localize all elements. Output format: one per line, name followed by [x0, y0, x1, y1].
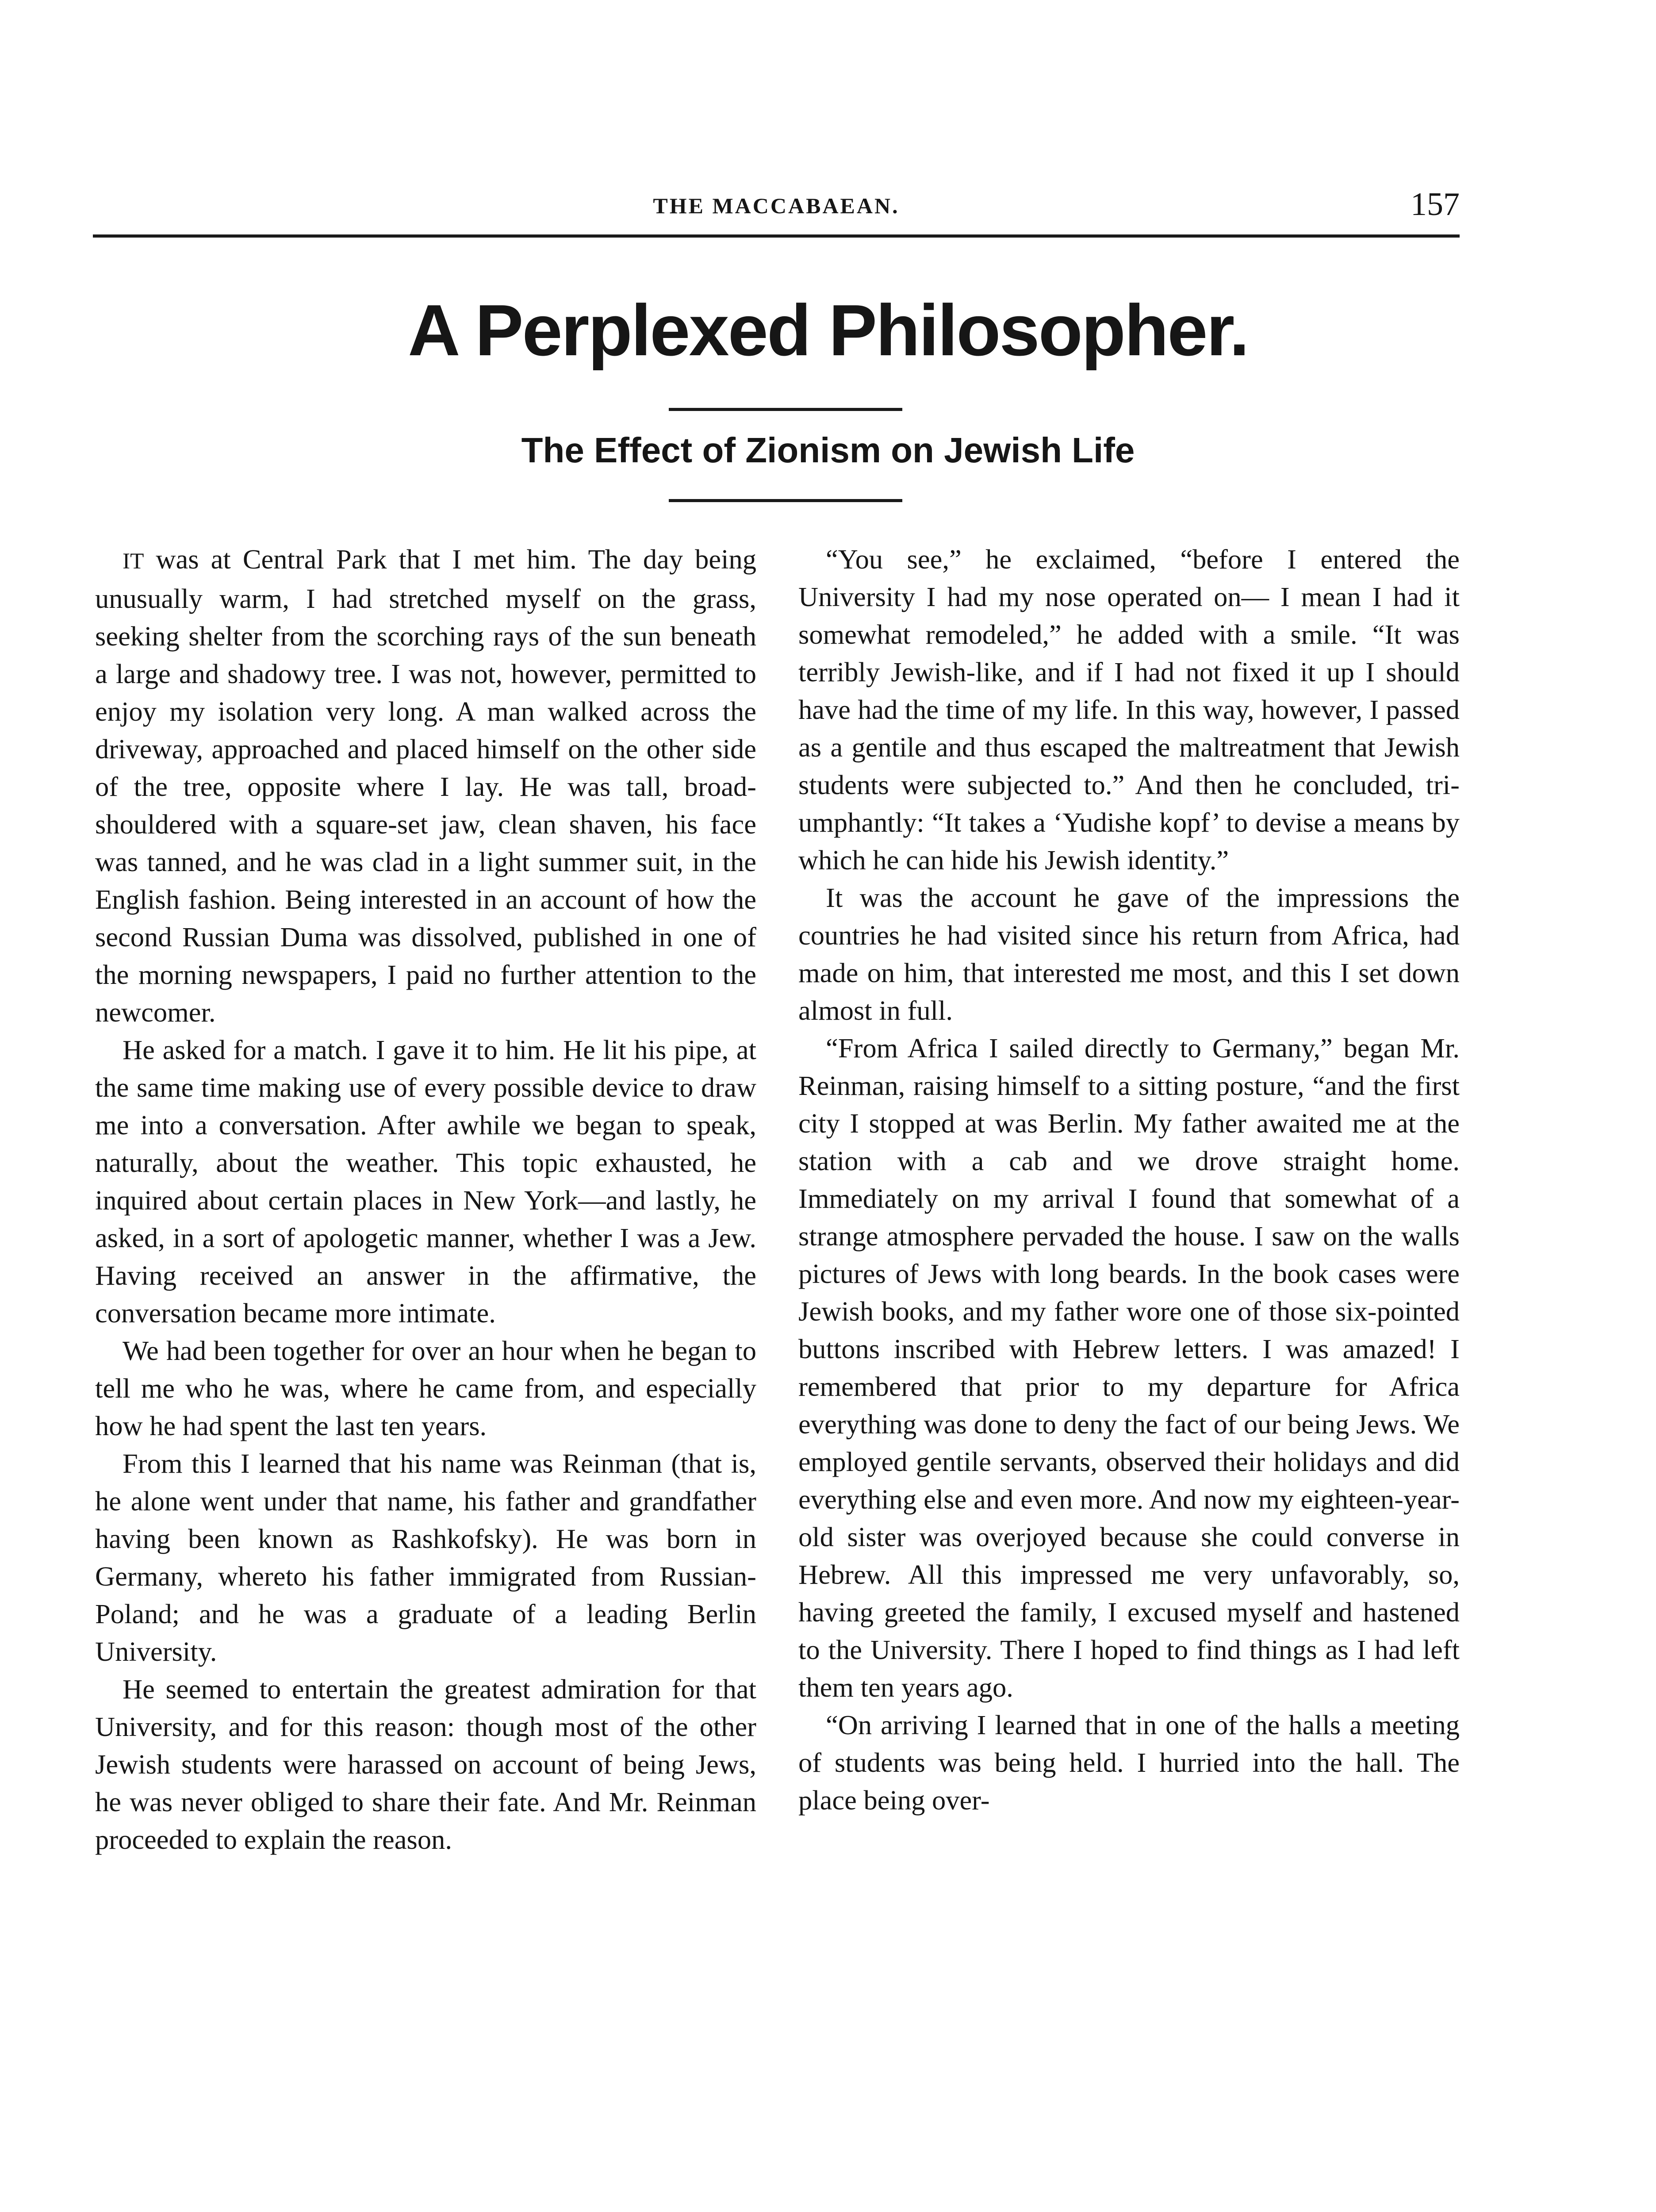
running-head: THE MACCABAEAN.: [653, 193, 900, 218]
paragraph-text: was at Central Park that I met him. The day being unusually warm, I had stretched myself on the grass, seeking shelter from the scorching rays of the sun beneath a large and shadowy tree. I was not, however, permitted to enjoy my isolation very long. A man walked across the driveway, approached and placed himself on the other side of the tree, opposite where I lay. He was tall, broad-shouldered with a square-set jaw, clean shaven, his face was tanned, and he was clad in a light summer suit, in the English fashion. Being interested in an account of how the second Russian Duma was dissolved, published in one of the morning newspapers, I paid no further attention to the newcomer.: [95, 544, 756, 1028]
paragraph: From this I learned that his name was Reinman (that is, he alone went under that name, his father and grandfather having been known as Rashkofsky). He was born in Germany, whereto his father immigrated from Russian-Poland; and he was a graduate of a leading Berlin University.: [95, 1448, 756, 1667]
paragraph: “You see,” he exclaimed, “before I entered the University I had my nose operated on— I mean I had it somewhat remodeled,” he added with a smile. “It was terribly Jewish-like, and if I had not fixed it up I should have had the time of my life. In this way, however, I passed as a gentile and thus escaped the maltreatment that Jewish students were subjected to.” And then he concluded, triumphantly: “It takes a ‘Yudishe kopf’ to devise a means by which he can hide his Jewish identity.”: [798, 544, 1460, 876]
paragraph: “From Africa I sailed directly to Germany,” began Mr. Reinman, raising himself to a sitting posture, “and the first city I stopped at was Berlin. My father awaited me at the station with a cab and we drove straight home. Immediately on my arrival I found that somewhat of a strange atmosphere pervaded the house. I saw on the walls pictures of Jews with long beards. In the book cases were Jewish books, and my father wore one of those six-pointed buttons inscribed with Hebrew letters. I was amazed! I remembered that prior to my departure for Africa everything was done to deny the fact of our being Jews. We employed gentile servants, observed their holidays and did everything else and even more. And now my eighteen-year-old sister was overjoyed because she could converse in Hebrew. All this impressed me very unfavorably, so, having greeted the family, I excused myself and hastened to the University. There I hoped to find things as I had left them ten years ago.: [798, 1033, 1460, 1703]
article-title: A Perplexed Philosopher.: [408, 290, 1248, 371]
page-header: [93, 186, 1460, 238]
paragraph: “On arriving I learned that in one of the halls a meeting of students was being held. I hurried into the hall. The place being over-: [798, 1709, 1460, 1816]
left-column: [95, 541, 756, 1859]
right-column: [798, 541, 1460, 1819]
paragraph: He seemed to entertain the greatest admiration for that University, and for this reason: though most of the other Jewish students were harassed on account of being Jews, he was never obliged to share their fate. And Mr. Reinman proceeded to explain the reason.: [95, 1674, 756, 1855]
paragraph: [95, 541, 756, 1031]
title-divider-top: [669, 408, 902, 411]
title-divider-bottom: [669, 499, 902, 502]
article-subtitle: The Effect of Zionism on Jewish Life: [521, 430, 1135, 470]
drop-initial: IT: [123, 549, 144, 574]
paragraph: We had been together for over an hour when he began to tell me who he was, where he came from, and especially how he had spent the last ten years.: [95, 1335, 756, 1441]
page-number: 157: [1411, 186, 1460, 223]
paragraph: It was the account he gave of the impressions the countries he had visited since his return from Africa, had made on him, that interested me most, and this I set down almost in full.: [798, 882, 1460, 1026]
paragraph: He asked for a match. I gave it to him. He lit his pipe, at the same time making use of every possible device to draw me into a conversation. After awhile we began to speak, naturally, about the weather. This topic exhausted, he inquired about certain places in New York—and lastly, he asked, in a sort of apologetic manner, whether I was a Jew. Having received an answer in the affirmative, the conversation became more intimate.: [95, 1034, 756, 1329]
